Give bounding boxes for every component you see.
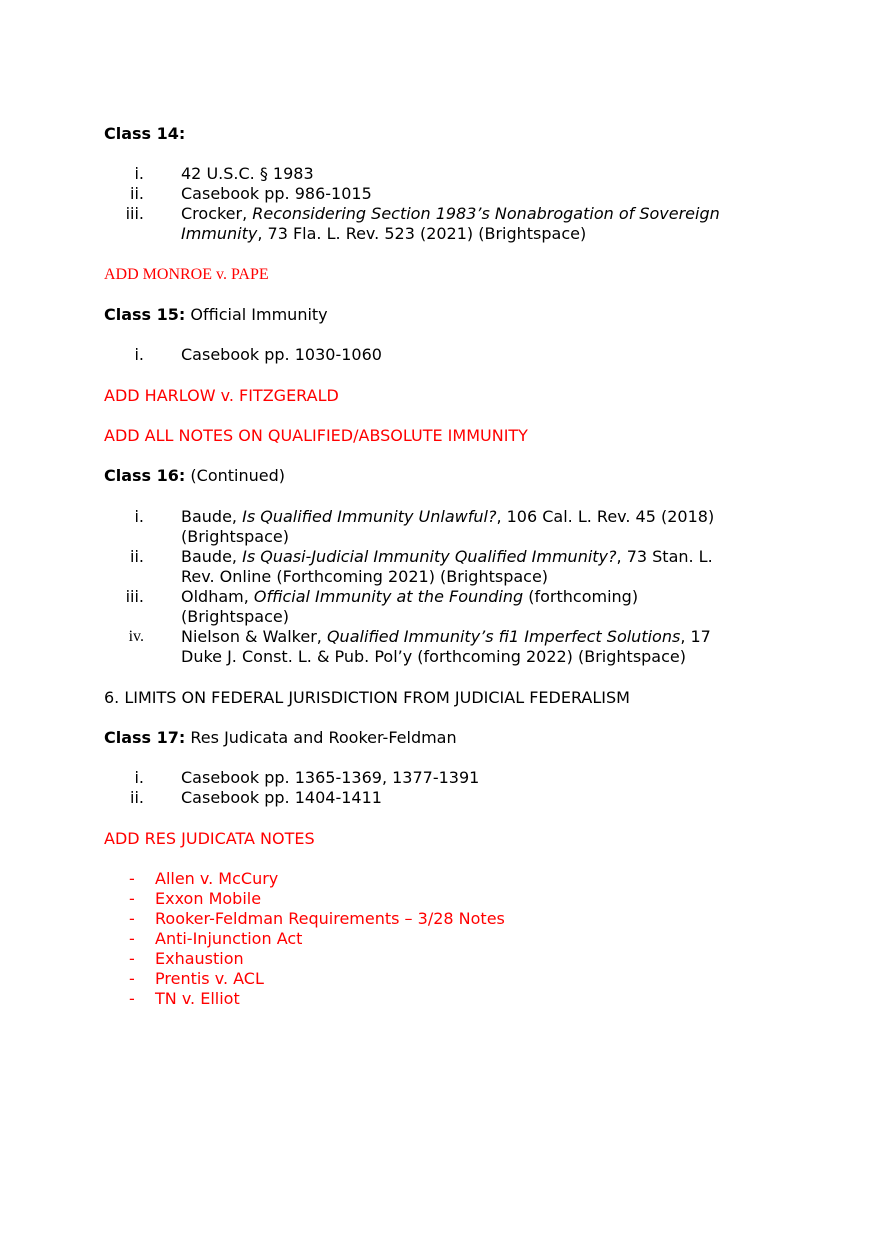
document-page: Class 14: i. 42 U.S.C. § 1983 ii. Casebook pp. 986-1015 iii. Crocker, Reconsidering Section 1983’s Nonabrogation of Sovereign Immunity, 73 Fla. L. Rev. 523 (2021) (Brightspace) ADD MONROE v. PAPE Class 15: Ofﬁcial Immunity i. Casebook pp. 1030-1060 ADD HARLOW v. FITZGERALD ADD ALL NOTES ON QUALIFIED/ABSOLUTE IMMUNITY Class 16: (Continued) i. Baude, Is Qualified Immunity Unlawful?, 106 Cal. L. Rev. 45 (2018) (Brightspace) ii. Baude, Is Quasi-Judicial Immunity Qualified Immunity?, 73 Stan. L. Rev. Online (Forthcoming 2021) (Brightspace) iii. Oldham, Ofﬁcial Immunity at the Founding (forthcoming) (Brightspace) iv. Nielson & Walker, Qualified Immunity’s fi1 Imperfect Solutions, 17 Duke J. Const. L. & Pub. Pol’y (forthcoming 2022) (Brightspace) 6. LIMITS ON FEDERAL JURISDICTION FROM JUDICIAL FEDERALISM Class 17: Res Judicata and Rooker-Feldman i. Casebook pp. 1365-1369, 1377-1391 ii. Casebook pp. 1404-1411 ADD RES JUDICATA NOTES - Allen v. McCury - Exxon Mobile - Rooker-Feldman Requirements – 3/28 Notes - Anti-Injunction Act - Exhaustion - Prentis v. ACL - TN v. Elliot <box>104 124 720 1008</box>
note-res-judicata: ADD RES JUDICATA NOTES <box>104 829 315 848</box>
class-16-heading: Class 16: (Continued) <box>104 466 285 485</box>
note-all-immunity: ADD ALL NOTES ON QUALIFIED/ABSOLUTE IMMUNITY <box>104 426 528 445</box>
class-17-heading: Class 17: Res Judicata and Rooker-Feldman <box>104 728 457 747</box>
note-harlow: ADD HARLOW v. FITZGERALD <box>104 386 339 405</box>
section-6-heading: 6. LIMITS ON FEDERAL JURISDICTION FROM JUDICIAL FEDERALISM <box>104 688 630 707</box>
class-14-heading: Class 14: <box>104 124 186 143</box>
note-monroe: ADD MONROE v. PAPE <box>104 266 269 283</box>
class-15-heading: Class 15: Ofﬁcial Immunity <box>104 305 328 324</box>
